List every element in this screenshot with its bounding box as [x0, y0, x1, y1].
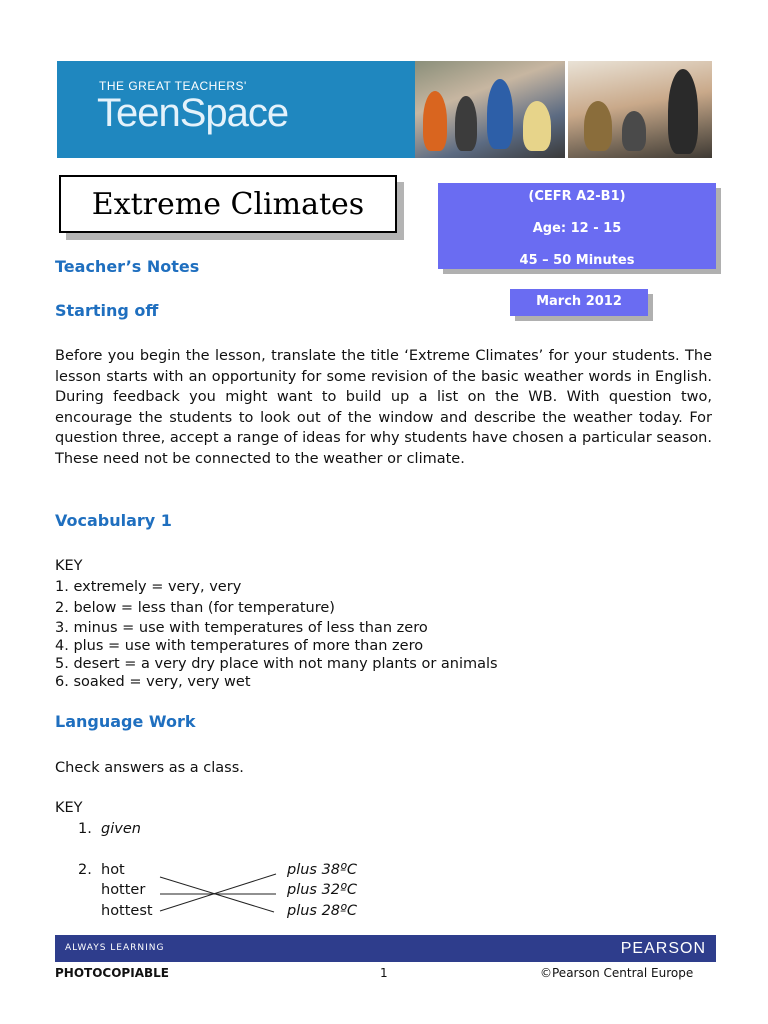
heading-teachers-notes: Teacher’s Notes	[55, 257, 200, 276]
matching-temperature: plus 32ºC	[287, 882, 357, 898]
vocab-key-label: KEY	[55, 558, 83, 574]
page-number: 1	[380, 966, 388, 980]
pearson-logo: PEARSON	[620, 940, 706, 957]
banner-brand-logo: TeenSpace	[97, 91, 289, 135]
vocab-item: 1. extremely = very, very	[55, 579, 242, 595]
matching-word: hottest	[101, 903, 153, 919]
matching-word: hot	[101, 862, 125, 878]
matching-word: hotter	[101, 882, 146, 898]
lesson-title: Extreme Climates	[91, 186, 365, 222]
heading-language-work: Language Work	[55, 712, 196, 731]
lesson-date: March 2012	[510, 289, 648, 316]
starting-off-paragraph: Before you begin the lesson, translate the title ‘Extreme Climates’ for your students. The lesson starts with an opportunity for some revision of the basic weather words in English. During feedback you might want to build up a list on the WB. With question two, encourage the students to look out of the window and describe the weather today. For question three, accept a range of ideas for why students have chosen a particular season. These need not be connected to the weather or climate.	[55, 348, 712, 467]
cefr-level: (CEFR A2-B1)	[528, 189, 626, 204]
duration: 45 – 50 Minutes	[519, 253, 635, 268]
vocab-item: 5. desert = a very dry place with not many plants or animals	[55, 656, 498, 672]
language-key-label: KEY	[55, 800, 83, 816]
vocab-item: 3. minus = use with temperatures of less than zero	[55, 620, 428, 636]
key-item-1-number: 1.	[78, 821, 92, 837]
key-item-2-number: 2.	[78, 862, 92, 878]
heading-vocabulary-1: Vocabulary 1	[55, 511, 172, 530]
footer-copyright: ©Pearson Central Europe	[540, 966, 694, 980]
matching-temperature: plus 38ºC	[287, 862, 357, 878]
vocab-item: 6. soaked = very, very wet	[55, 674, 251, 690]
vocab-item: 4. plus = use with temperatures of more than zero	[55, 638, 424, 654]
banner-tagline: THE GREAT TEACHERS'	[99, 79, 247, 93]
footer-slogan: ALWAYS LEARNING	[65, 943, 165, 953]
footer-photocopiable: PHOTOCOPIABLE	[55, 966, 169, 980]
age-range: Age: 12 - 15	[532, 221, 622, 236]
vocab-item: 2. below = less than (for temperature)	[55, 600, 335, 616]
footer-bar	[55, 935, 716, 962]
matching-temperature: plus 28ºC	[287, 903, 357, 919]
key-item-1-answer: given	[101, 821, 141, 837]
match-line-hottest	[160, 874, 276, 911]
language-instruction: Check answers as a class.	[55, 760, 244, 776]
heading-starting-off: Starting off	[55, 301, 159, 320]
